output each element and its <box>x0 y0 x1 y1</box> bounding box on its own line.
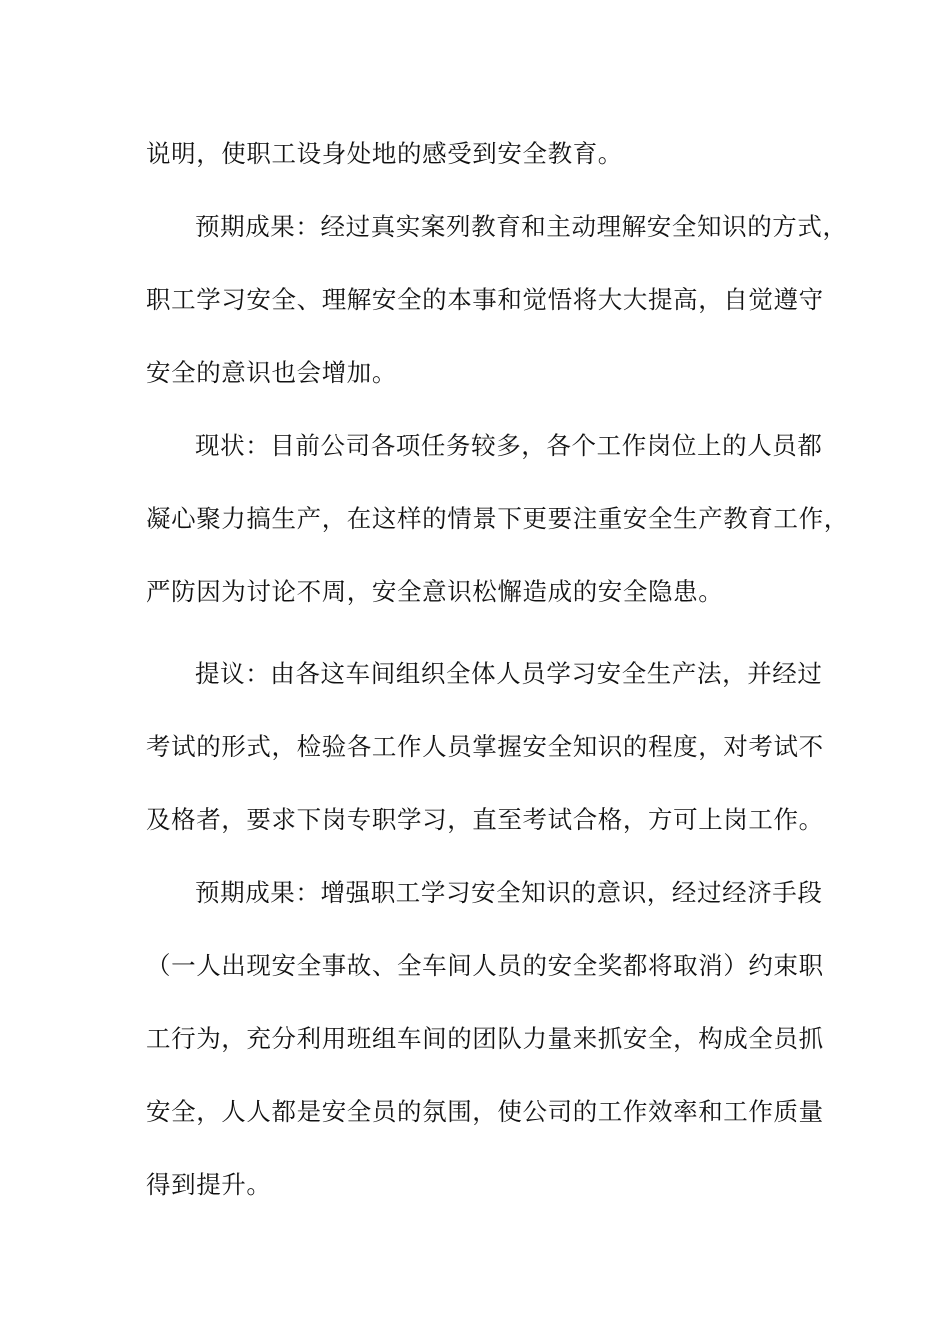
text-line: 严防因为讨论不周，安全意识松懈造成的安全隐患。 <box>146 577 724 606</box>
paragraph-proposal-start: 提议：由各这车间组织全体人员学习安全生产法，并经过 <box>195 659 823 688</box>
text-line: 得到提升。 <box>146 1170 272 1199</box>
paragraph-expected-result-2-start: 预期成果：增强职工学习安全知识的意识，经过经济手段 <box>195 878 823 907</box>
text-line: 说明，使职工设身处地的感受到安全教育。 <box>146 139 623 168</box>
paragraph-status-start: 现状：目前公司各项任务较多，各个工作岗位上的人员都 <box>195 431 823 460</box>
text-line: 及格者，要求下岗专职学习，直至考试合格，方可上岗工作。 <box>146 805 824 834</box>
text-line: （一人出现安全事故、全车间人员的安全奖都将取消）约束职 <box>146 951 824 980</box>
text-line: 凝心聚力搞生产，在这样的情景下更要注重安全生产教育工作， <box>146 504 849 533</box>
text-line: 工行为，充分利用班组车间的团队力量来抓安全，构成全员抓 <box>146 1024 824 1053</box>
paragraph-expected-result-1-start: 预期成果：经过真实案列教育和主动理解安全知识的方式， <box>195 212 848 241</box>
text-line: 考试的形式，检验各工作人员掌握安全知识的程度，对考试不 <box>146 732 824 761</box>
text-line: 安全的意识也会增加。 <box>146 358 397 387</box>
text-line: 职工学习安全、理解安全的本事和觉悟将大大提高，自觉遵守 <box>146 285 824 314</box>
text-line: 安全，人人都是安全员的氛围，使公司的工作效率和工作质量 <box>146 1097 824 1126</box>
